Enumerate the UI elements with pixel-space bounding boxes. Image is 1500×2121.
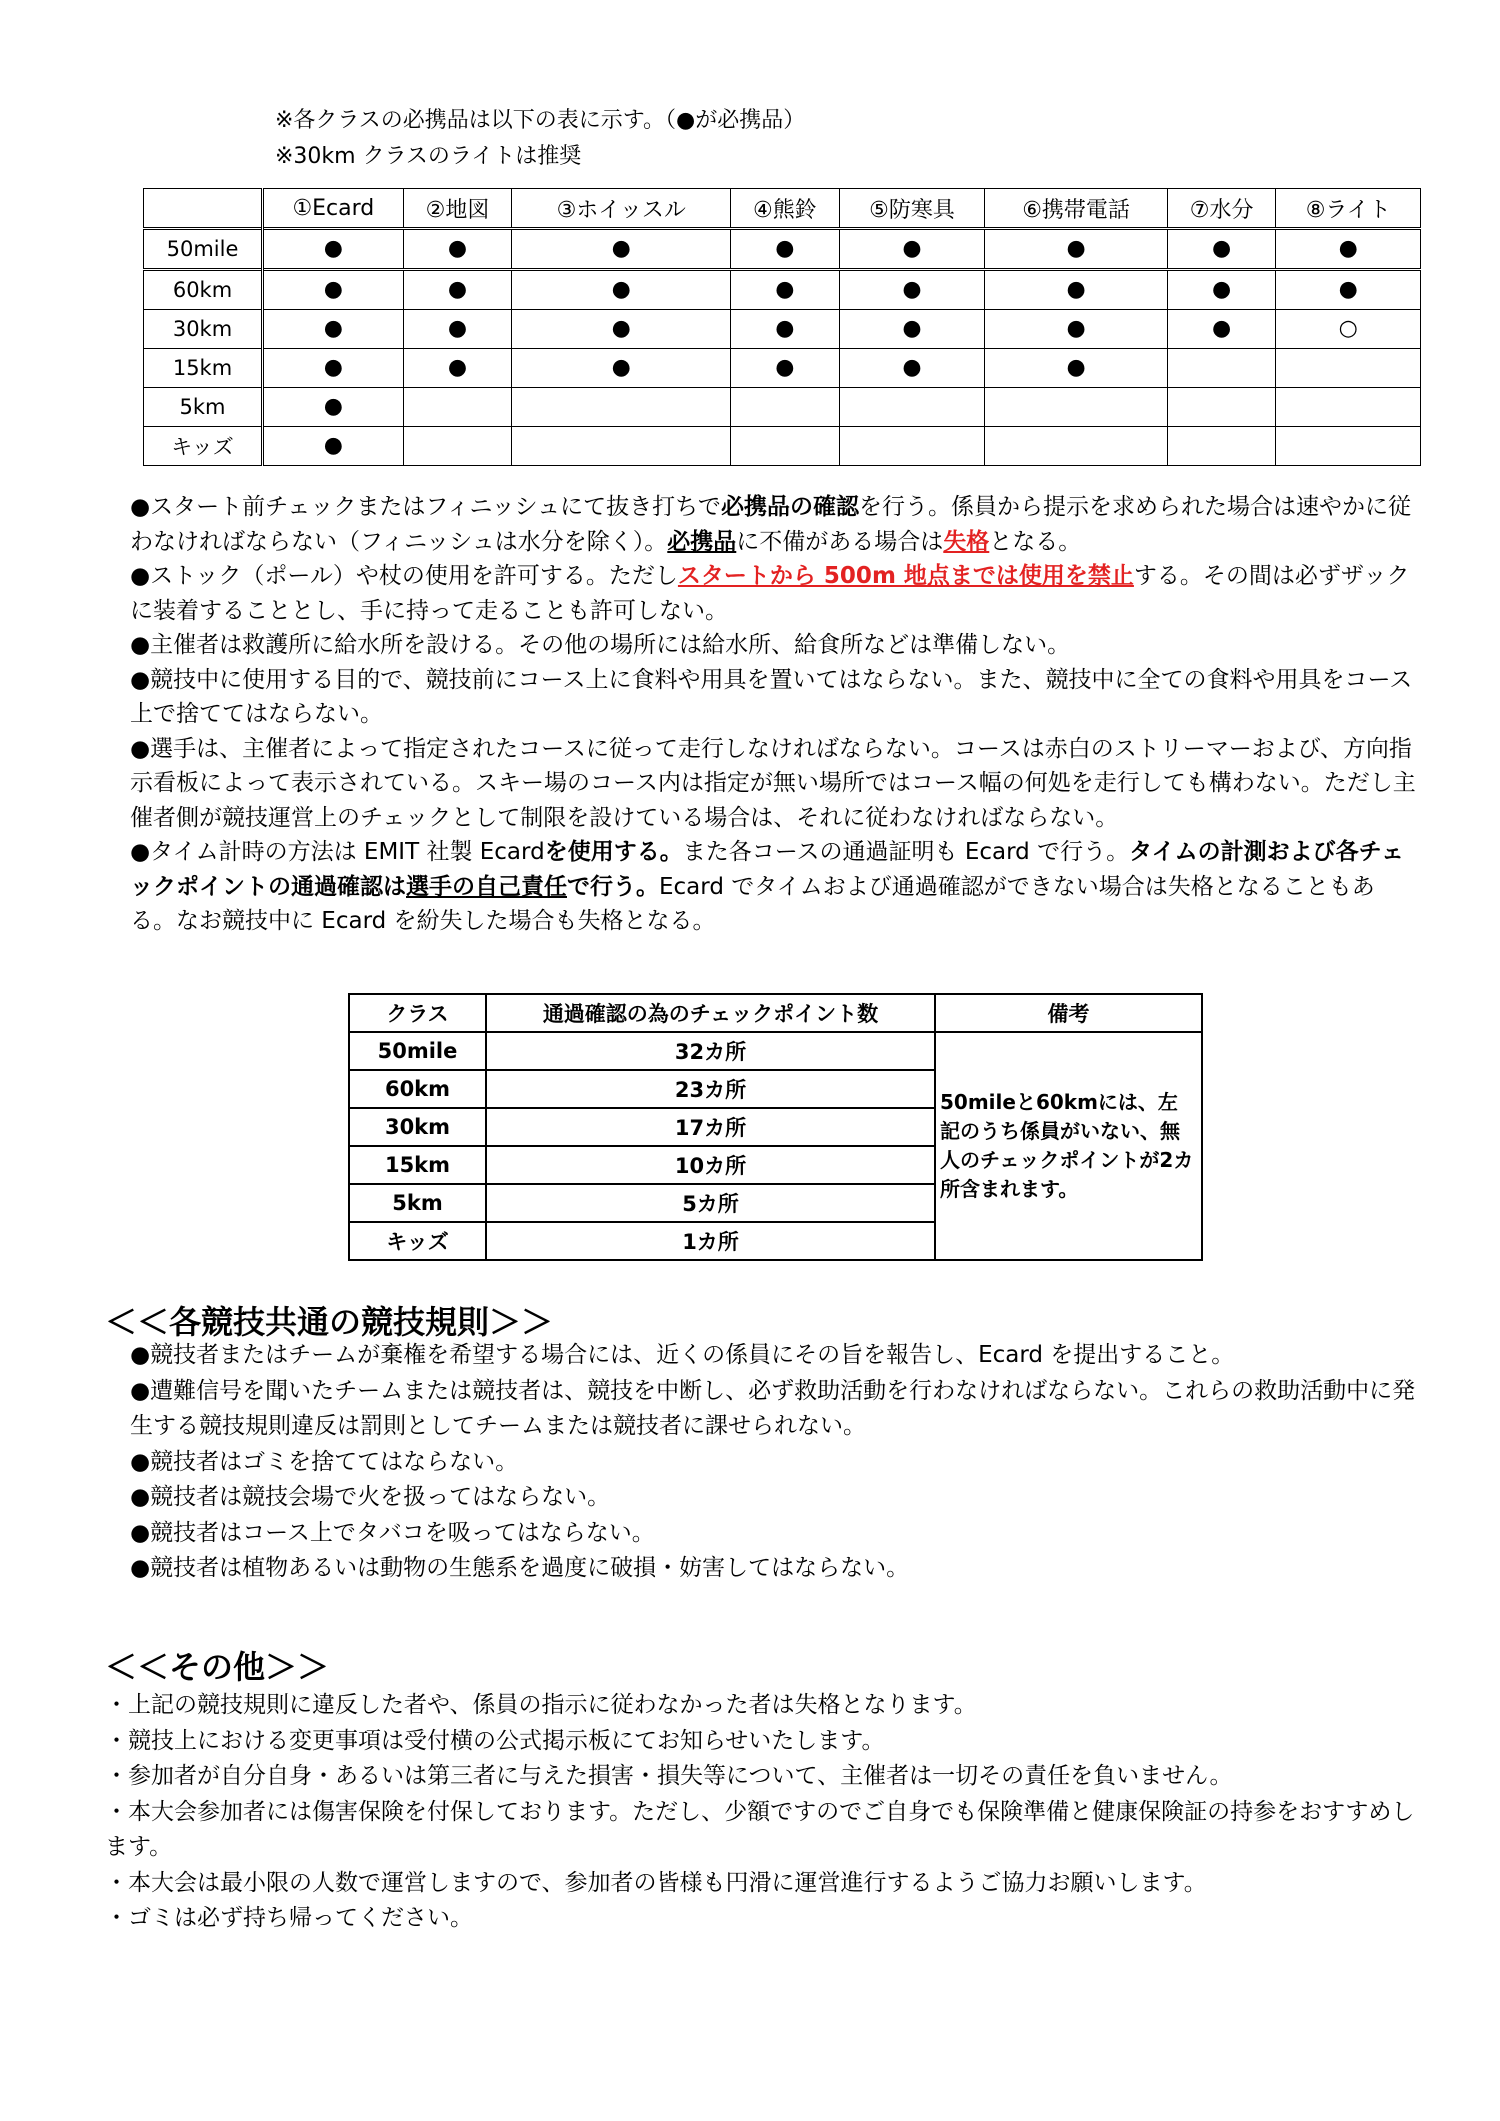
note-required-items: ※各クラスの必携品は以下の表に示す。（●が必携品） — [275, 108, 806, 133]
table-header-cell: ⑦水分 — [1167, 189, 1276, 229]
table-header-row — [144, 189, 1421, 229]
equipment-cell: ● — [263, 310, 404, 349]
equipment-cell — [985, 427, 1168, 466]
table-row — [144, 229, 1421, 270]
equipment-cell: ● — [263, 427, 404, 466]
equipment-cell: ● — [1167, 270, 1276, 310]
checkpoint-count-cell: 23カ所 — [486, 1070, 935, 1108]
table-header-cell: ④熊鈴 — [731, 189, 840, 229]
class-cell: 60km — [349, 1070, 486, 1108]
equipment-cell: ● — [985, 270, 1168, 310]
equipment-cell: ● — [839, 349, 985, 388]
equipment-cell: ● — [839, 229, 985, 270]
equipment-cell — [1276, 388, 1421, 427]
equipment-cell — [1167, 427, 1276, 466]
equipment-cell: ● — [839, 310, 985, 349]
class-cell: 5km — [144, 388, 263, 427]
checkpoint-count-cell: 5カ所 — [486, 1184, 935, 1222]
checkpoint-count-cell: 10カ所 — [486, 1146, 935, 1184]
common-rules-heading: ＜＜各競技共通の競技規則＞＞ — [105, 1303, 554, 1341]
equipment-cell: ● — [1276, 270, 1421, 310]
common-rules-list — [130, 1338, 1420, 1587]
table-header-cell — [144, 189, 263, 229]
list-item: ・ゴミは必ず持ち帰ってください。 — [105, 1905, 473, 1931]
equipment-cell — [1167, 388, 1276, 427]
table-row — [144, 427, 1421, 466]
equipment-cell: ● — [985, 349, 1168, 388]
equipment-cell: ● — [263, 388, 404, 427]
table-header-cell: ②地図 — [403, 189, 512, 229]
class-cell: キッズ — [349, 1222, 486, 1260]
list-item: ・本大会は最小限の人数で運営しますので、参加者の皆様も円滑に運営進行するようご協力お願いします。 — [105, 1869, 1207, 1896]
checkpoint-table — [348, 993, 1203, 1261]
equipment-cell: ● — [731, 310, 840, 349]
table-row — [349, 1032, 1202, 1070]
equipment-cell: ● — [731, 229, 840, 270]
equipment-cell: ● — [1276, 229, 1421, 270]
equipment-cell — [731, 427, 840, 466]
table-header-cell: ①Ecard — [263, 189, 404, 229]
equipment-cell — [1276, 427, 1421, 466]
class-cell: 50mile — [349, 1032, 486, 1070]
class-cell: 5km — [349, 1184, 486, 1222]
equipment-cell: ● — [263, 229, 404, 270]
equipment-cell — [839, 388, 985, 427]
list-item: ●競技者またはチームが棄権を希望する場合には、近くの係員にその旨を報告し、Ecard を提出すること。 — [130, 1342, 1235, 1368]
equipment-cell — [403, 388, 512, 427]
list-item: ●競技者は植物あるいは動物の生態系を過度に破損・妨害してはならない。 — [130, 1555, 910, 1581]
table-header-cell: ⑥携帯電話 — [985, 189, 1168, 229]
class-cell: 50mile — [144, 229, 263, 270]
equipment-cell: ● — [403, 270, 512, 310]
class-cell: 60km — [144, 270, 263, 310]
list-item: ・本大会参加者には傷害保険を付保しております。ただし、少額ですのでご自身でも保険準備と健康保険証の持参をおすすめします。 — [105, 1798, 1415, 1860]
equipment-cell — [512, 427, 731, 466]
equipment-cell: ● — [1167, 310, 1276, 349]
rule-paragraph: ●タイム計時の方法は EMIT 社製 Ecardを使用する。また各コースの通過証明も Ecard で行う。タイムの計測および各チェックポイントの通過確認は選手の自己責任で行う。Ecard でタイムおよび通過確認ができない場合は失格となることもある。なお競技中に Ecard を紛失した場合も失格となる。 — [130, 839, 1404, 934]
rules-section — [130, 490, 1420, 939]
checkpoint-count-cell: 32カ所 — [486, 1032, 935, 1070]
table-header-cell: 備考 — [935, 994, 1202, 1032]
table-row — [144, 349, 1421, 388]
equipment-cell: ● — [512, 349, 731, 388]
table-header-row — [349, 994, 1202, 1032]
equipment-cell — [731, 388, 840, 427]
equipment-cell: ● — [985, 310, 1168, 349]
list-item: ・競技上における変更事項は受付横の公式掲示板にてお知らせいたします。 — [105, 1727, 885, 1754]
rule-paragraph: ●競技中に使用する目的で、競技前にコース上に食料や用具を置いてはならない。また、競技中に全ての食料や用具をコース上で捨ててはならない。 — [130, 666, 1413, 727]
equipment-cell — [1276, 349, 1421, 388]
table-header-cell: ⑤防寒具 — [839, 189, 985, 229]
equipment-cell — [1167, 349, 1276, 388]
table-header-cell: ③ホイッスル — [512, 189, 731, 229]
equipment-cell: ● — [512, 310, 731, 349]
equipment-cell: ● — [403, 310, 512, 349]
equipment-cell — [985, 388, 1168, 427]
remark-cell: 50mileと60kmには、左記のうち係員がいない、無人のチェックポイントが2カ所含まれます。 — [935, 1032, 1202, 1260]
equipment-cell: ● — [731, 270, 840, 310]
rule-paragraph: ●主催者は救護所に給水所を設ける。その他の場所には給水所、給食所などは準備しない。 — [130, 632, 1071, 658]
table-row — [144, 270, 1421, 310]
list-item: ●遭難信号を聞いたチームまたは競技者は、競技を中断し、必ず救助活動を行わなければならない。これらの救助活動中に発生する競技規則違反は罰則としてチームまたは競技者に課せられない。 — [130, 1377, 1416, 1439]
table-header-cell: クラス — [349, 994, 486, 1032]
equipment-cell — [839, 427, 985, 466]
class-cell: 30km — [144, 310, 263, 349]
note-30km-light: ※30km クラスのライトは推奨 — [275, 144, 582, 169]
equipment-cell: ● — [512, 270, 731, 310]
class-cell: 30km — [349, 1108, 486, 1146]
list-item: ●競技者は競技会場で火を扱ってはならない。 — [130, 1484, 611, 1510]
checkpoint-count-cell: 1カ所 — [486, 1222, 935, 1260]
table-row — [144, 388, 1421, 427]
equipment-cell: ● — [403, 349, 512, 388]
equipment-cell: ● — [263, 270, 404, 310]
equipment-cell — [512, 388, 731, 427]
equipment-cell: ● — [263, 349, 404, 388]
equipment-cell: ● — [403, 229, 512, 270]
rule-paragraph: ●選手は、主催者によって指定されたコースに従って走行しなければならない。コースは赤白のストリーマーおよび、方向指示看板によって表示されている。スキー場のコース内は指定が無い場所ではコース幅の何処を走行しても構わない。ただし主催者側が競技運営上のチェックとして制限を設けている場合は、それに従わなければならない。 — [130, 735, 1416, 831]
equipment-cell — [403, 427, 512, 466]
class-cell: 15km — [144, 349, 263, 388]
other-list — [105, 1688, 1425, 1937]
table-header-cell: ⑧ライト — [1276, 189, 1421, 229]
checkpoint-count-cell: 17カ所 — [486, 1108, 935, 1146]
equipment-table — [143, 188, 1421, 466]
rule-paragraph: ●スタート前チェックまたはフィニッシュにて抜き打ちで必携品の確認を行う。係員から提示を求められた場合は速やかに従わなければならない（フィニッシュは水分を除く）。必携品に不備がある場合は失格となる。 — [130, 494, 1411, 555]
equipment-cell: ● — [839, 270, 985, 310]
list-item: ●競技者はコース上でタバコを吸ってはならない。 — [130, 1519, 655, 1546]
equipment-cell: ● — [1167, 229, 1276, 270]
list-item: ・上記の競技規則に違反した者や、係員の指示に従わなかった者は失格となります。 — [105, 1692, 977, 1718]
class-cell: 15km — [349, 1146, 486, 1184]
equipment-cell: ● — [985, 229, 1168, 270]
equipment-cell: ○ — [1276, 310, 1421, 349]
rule-paragraph: ●ストック（ポール）や杖の使用を許可する。ただしスタートから 500m 地点までは使用を禁止する。その間は必ずザックに装着することとし、手に持って走ることも許可しない。 — [130, 563, 1410, 624]
class-cell: キッズ — [144, 427, 263, 466]
table-row — [144, 310, 1421, 349]
other-heading: ＜＜その他＞＞ — [105, 1648, 330, 1686]
list-item: ・参加者が自分自身・あるいは第三者に与えた損害・損失等について、主催者は一切その責任を負いません。 — [105, 1763, 1233, 1789]
equipment-cell: ● — [512, 229, 731, 270]
table-header-cell: 通過確認の為のチェックポイント数 — [486, 994, 935, 1032]
equipment-cell: ● — [731, 349, 840, 388]
list-item: ●競技者はゴミを捨ててはならない。 — [130, 1448, 519, 1475]
